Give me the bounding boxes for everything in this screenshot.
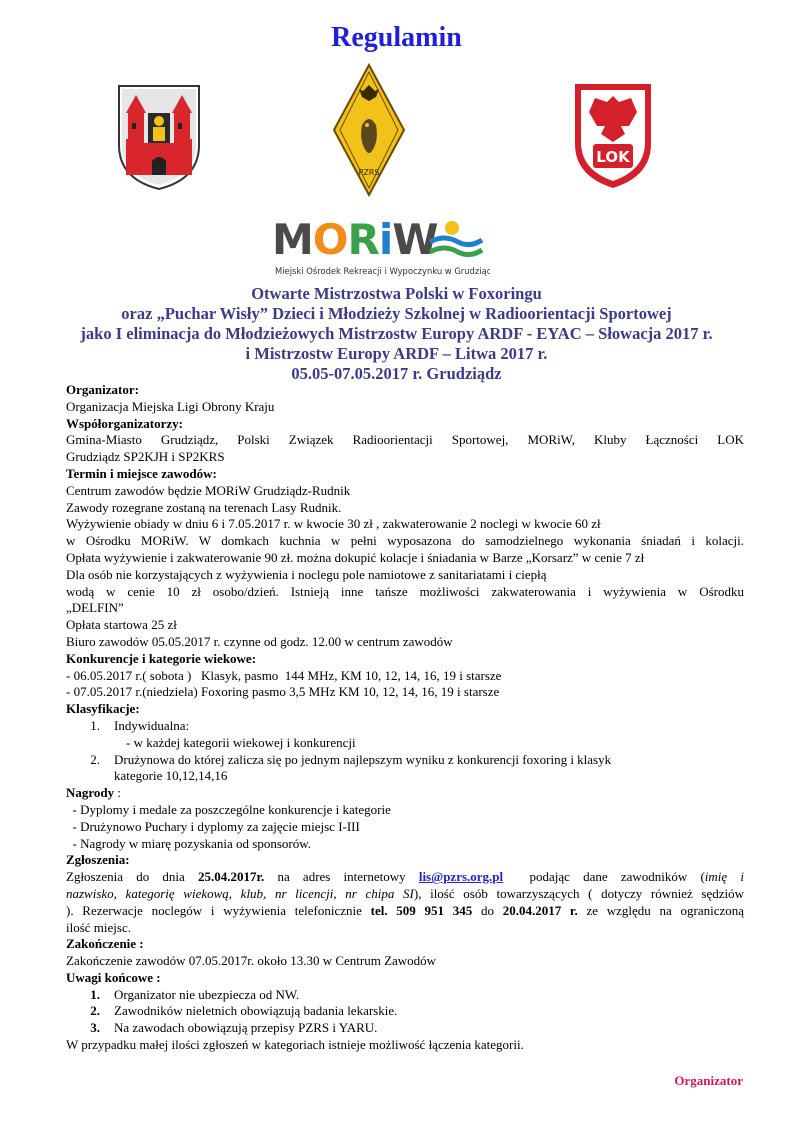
awards-heading xyxy=(66,785,744,802)
venue-line: Wyżywienie obiady w dniu 6 i 7.05.2017 r. w kwocie 30 zł , zakwaterowanie 2 noclegi w kwocie 60 zł xyxy=(66,516,601,532)
organizer-text: Organizacja Miejska Ligi Obrony Kraju xyxy=(66,398,275,414)
award-line: - Drużynowo Puchary i dyplomy za zajęcie miejsc I-III xyxy=(66,818,360,834)
list-number: 1. xyxy=(90,717,100,733)
list-text: Zawodników nieletnich obowiązują badania lekarskie. xyxy=(114,1003,398,1019)
registration-text: do xyxy=(472,902,503,918)
list-text: Indywidualna: xyxy=(114,717,190,733)
venue-line: Opłata wyżywienie i zakwaterowanie 90 zł. można dokupić kolacje i śniadania w Barze „Korsarz” w cenie 7 zł xyxy=(66,549,645,565)
list-number: 1. xyxy=(90,986,100,1002)
registration-text: ), ilość osób towarzyszących ( dotyczy również sędziów xyxy=(413,885,744,901)
venue-line: wodą w cenie 10 zł osobo/dzień. Istnieją inne tańsze możliwości zakwaterowania i wyżywienia w Ośrodku xyxy=(66,583,744,599)
list-text: Na zawodach obowiązują przepisy PZRS i YARU. xyxy=(114,1020,378,1036)
venue-label: Termin i miejsce zawodów: xyxy=(66,465,217,481)
reservation-deadline: 20.04.2017 r. xyxy=(502,902,578,918)
competitions-label: Konkurencje i kategorie wiekowe: xyxy=(66,650,257,666)
list-text: Drużynowa do której zalicza się po jednym najlepszym wyniku z konkurencji foxoring i klasyk xyxy=(114,751,612,767)
list-number: 2. xyxy=(90,1003,100,1019)
venue-line: „DELFIN” xyxy=(66,600,124,616)
registration-email-link[interactable]: lis@pzrs.org.pl xyxy=(418,869,504,885)
competition-line: - 06.05.2017 r.( sobota ) Klasyk, pasmo 144 MHz, KM 10, 12, 14, 16, 19 i starsze xyxy=(66,667,502,683)
list-item xyxy=(66,718,744,735)
list-subtext: kategorie 10,12,14,16 xyxy=(114,768,228,784)
registration-line xyxy=(66,903,744,920)
list-item xyxy=(66,1020,744,1037)
lok-emblem-icon xyxy=(573,82,653,190)
heading-line: jako I eliminacja do Młodzieżowych Mistrzostw Europy ARDF - EYAC – Słowacja 2017 r. xyxy=(80,324,713,343)
page-title: Regulamin xyxy=(331,22,462,53)
heading-line: 05.05-07.05.2017 r. Grudziądz xyxy=(291,364,502,383)
closing-note: W przypadku małej ilości zgłoszeń w kategoriach istnieje możliwość łączenia kategorii. xyxy=(66,1037,524,1053)
heading-line: Otwarte Mistrzostwa Polski w Foxoringu xyxy=(251,284,542,303)
regulations-body xyxy=(66,382,744,1054)
list-subtext: - w każdej kategorii wiekowej i konkurencji xyxy=(126,734,356,750)
co-organizers-label: Współorganizatorzy: xyxy=(66,415,183,431)
registration-text: nazwisko, kategorię wiekową, klub, nr licencji, nr chipa SI xyxy=(66,885,414,901)
heading-line: oraz „Puchar Wisły” Dzieci i Młodzieży Szkolnej w Radioorientacji Sportowej xyxy=(121,304,672,323)
ending-label: Zakończenie : xyxy=(66,936,144,952)
registration-deadline: 25.04.2017r. xyxy=(197,869,265,885)
registration-label: Zgłoszenia: xyxy=(66,852,130,868)
pzrs-emblem-icon xyxy=(332,63,406,198)
registration-line xyxy=(66,886,744,903)
moriw-caption: Miejski Ośrodek Rekreacji i Wypoczynku w Grudziądzu xyxy=(275,266,490,276)
organizer-label: Organizator: xyxy=(66,382,139,397)
classification-label: Klasyfikacje: xyxy=(66,701,140,717)
competition-line: - 07.05.2017 r.(niedziela) Foxoring pasmo 3,5 MHz KM 10, 12, 14, 16, 19 i starsze xyxy=(66,684,500,700)
venue-line: Biuro zawodów 05.05.2017 r. czynne od godz. 12.00 w centrum zawodów xyxy=(66,633,453,649)
list-text: Organizator nie ubezpiecza od NW. xyxy=(114,986,300,1002)
co-organizers-text: Gmina-Miasto Grudziądz, Polski Związek Radioorientacji Sportowej, MORiW, Kluby Łączności LOK xyxy=(66,432,744,448)
list-number: 3. xyxy=(90,1020,100,1036)
registration-text: na adres internetowy xyxy=(264,869,419,885)
svg-text:LOK: LOK xyxy=(596,148,630,166)
ending-text: Zakończenie zawodów 07.05.2017r. około 13.30 w Centrum Zawodów xyxy=(66,953,437,969)
registration-text: imię i xyxy=(704,869,744,885)
registration-text: podając dane zawodników ( xyxy=(503,869,705,885)
final-notes-label: Uwagi końcowe : xyxy=(66,969,161,985)
registration-text: Zgłoszenia do dnia xyxy=(66,869,198,885)
moriw-logo xyxy=(270,210,490,280)
signature: Organizator xyxy=(674,1073,743,1088)
event-heading xyxy=(40,284,753,384)
registration-line xyxy=(66,869,744,886)
venue-line: Dla osób nie korzystających z wyżywienia i noclegu pole namiotowe z sanitariatami i ciepłą xyxy=(66,566,547,582)
registration-phone: tel. 509 951 345 xyxy=(370,902,473,918)
venue-line: w Ośrodku MORiW. W domkach kuchnia w pełni wyposazona do samodzielnego wykonania śniadań i kolacji. xyxy=(66,533,744,549)
grudziadz-coat-of-arms-icon xyxy=(116,83,202,191)
heading-line: i Mistrzostw Europy ARDF – Litwa 2017 r. xyxy=(245,344,548,363)
list-number: 2. xyxy=(90,751,100,767)
svg-text:PZRS: PZRS xyxy=(358,168,380,177)
registration-line: ilość miejsc. xyxy=(66,919,131,935)
list-item xyxy=(66,1003,744,1020)
venue-line: Zawody rozegrane zostaną na terenach Lasy Rudnik. xyxy=(66,499,342,515)
award-line: - Nagrody w miarę pozyskania od sponsorów. xyxy=(66,835,312,851)
list-item xyxy=(66,987,744,1004)
list-item xyxy=(66,752,744,769)
moriw-logo-text: MORiW xyxy=(272,215,438,264)
venue-line: Centrum zawodów będzie MORiW Grudziądz-Rudnik xyxy=(66,482,351,498)
awards-label: Nagrody xyxy=(66,785,115,801)
award-line: - Dyplomy i medale za poszczególne konkurencje i kategorie xyxy=(66,801,391,817)
registration-text: ze względu na ograniczoną xyxy=(577,902,745,918)
venue-line: Opłata startowa 25 zł xyxy=(66,617,177,633)
awards-colon: : xyxy=(114,785,122,801)
registration-text: ). Rezerwacje noclegów i wyżywienia telefonicznie xyxy=(66,902,371,918)
co-organizers-text: Grudziądz SP2KJH i SP2KRS xyxy=(66,449,225,465)
